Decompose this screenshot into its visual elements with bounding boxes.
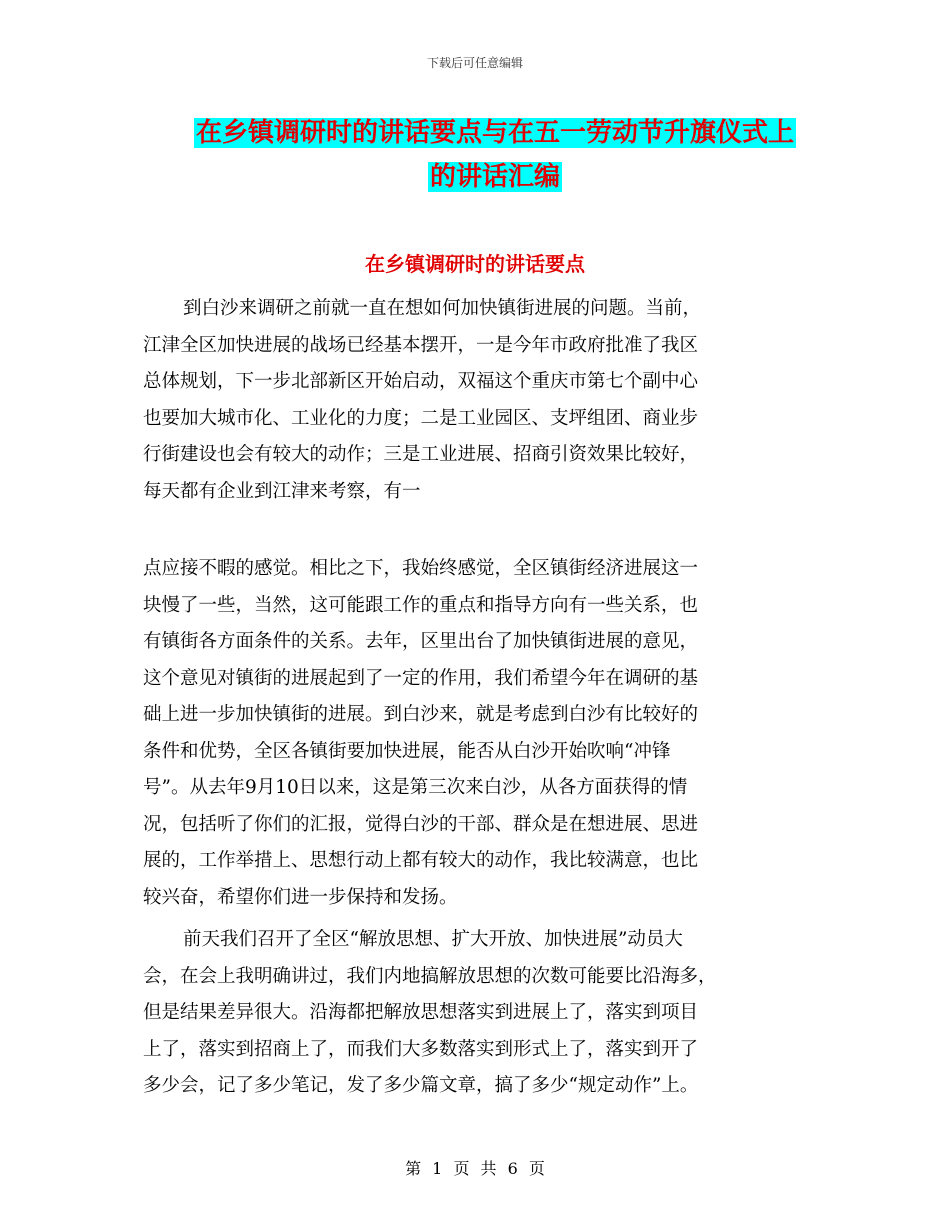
text-line: 这个意见对镇街的进展起到了一定的作用，我们希望今年在调研的基 <box>143 667 699 689</box>
text-line: 到白沙来调研之前就一直在想如何加快镇街进展的问题。当前， <box>183 298 702 319</box>
paragraph-2 <box>143 551 803 916</box>
text-line: 础上进一步加快镇街的进展。到白沙来，就是考虑到白沙有比较好的 <box>143 704 699 725</box>
text-line: 况，包括听了你们的汇报，觉得白沙的干部、群众是在想进展、思进 <box>143 813 699 835</box>
text-line: 但是结果差异很大。沿海都把解放思想落实到进展上了，落实到项目 <box>143 1002 699 1023</box>
document-title-line-2 <box>150 156 840 193</box>
text-line: 号”。从去年9月10日以来，这是第三次来白沙，从各方面获得的情 <box>143 777 688 798</box>
text-line: 前天我们召开了全区“解放思想、扩大开放、加快进展”动员大 <box>183 929 683 950</box>
text-line: 较兴奋，希望你们进一步保持和发扬。 <box>143 886 458 908</box>
text-line: 也要加大城市化、工业化的力度；二是工业园区、支坪组团、商业步 <box>143 407 699 429</box>
paragraph-3 <box>143 922 803 1105</box>
section-title: 在乡镇调研时的讲话要点 <box>365 252 585 276</box>
text-line: 块慢了一些，当然，这可能跟工作的重点和指导方向有一些关系，也 <box>143 594 699 616</box>
text-line: 会，在会上我明确讲过，我们内地搞解放思想的次数可能要比沿海多， <box>143 965 717 987</box>
text-line: 多少会，记了多少笔记，发了多少篇文章，搞了多少“规定动作”上。 <box>143 1075 699 1096</box>
title-highlight: 的讲话汇编 <box>429 162 560 192</box>
page-footer: 第 1 页 共 6 页 <box>405 1159 545 1178</box>
paragraph-1 <box>143 291 803 510</box>
text-line: 江津全区加快进展的战场已经基本摆开，一是今年市政府批准了我区 <box>143 334 699 356</box>
text-line: 条件和优势，全区各镇街要加快进展，能否从白沙开始吹响“冲锋 <box>143 740 671 762</box>
text-line: 上了，落实到招商上了，而我们大多数落实到形式上了，落实到开了 <box>143 1038 699 1060</box>
text-line: 总体规划，下一步北部新区开始启动，双福这个重庆市第七个副中心 <box>143 371 699 392</box>
text-line: 有镇街各方面条件的关系。去年，区里出台了加快镇街进展的意见， <box>143 631 699 652</box>
text-line: 点应接不暇的感觉。相比之下，我始终感觉，全区镇街经济进展这一 <box>143 558 699 579</box>
text-line: 行街建设也会有较大的动作；三是工业进展、招商引资效果比较好， <box>143 444 699 465</box>
text-line: 展的，工作举措上、思想行动上都有较大的动作，我比较满意，也比 <box>143 850 699 871</box>
header-note: 下载后可任意编辑 <box>426 56 523 70</box>
document-title-line-1 <box>150 112 840 149</box>
text-line: 每天都有企业到江津来考察，有一 <box>143 480 421 502</box>
title-highlight: 在乡镇调研时的讲话要点与在五一劳动节升旗仪式上 <box>195 118 794 148</box>
